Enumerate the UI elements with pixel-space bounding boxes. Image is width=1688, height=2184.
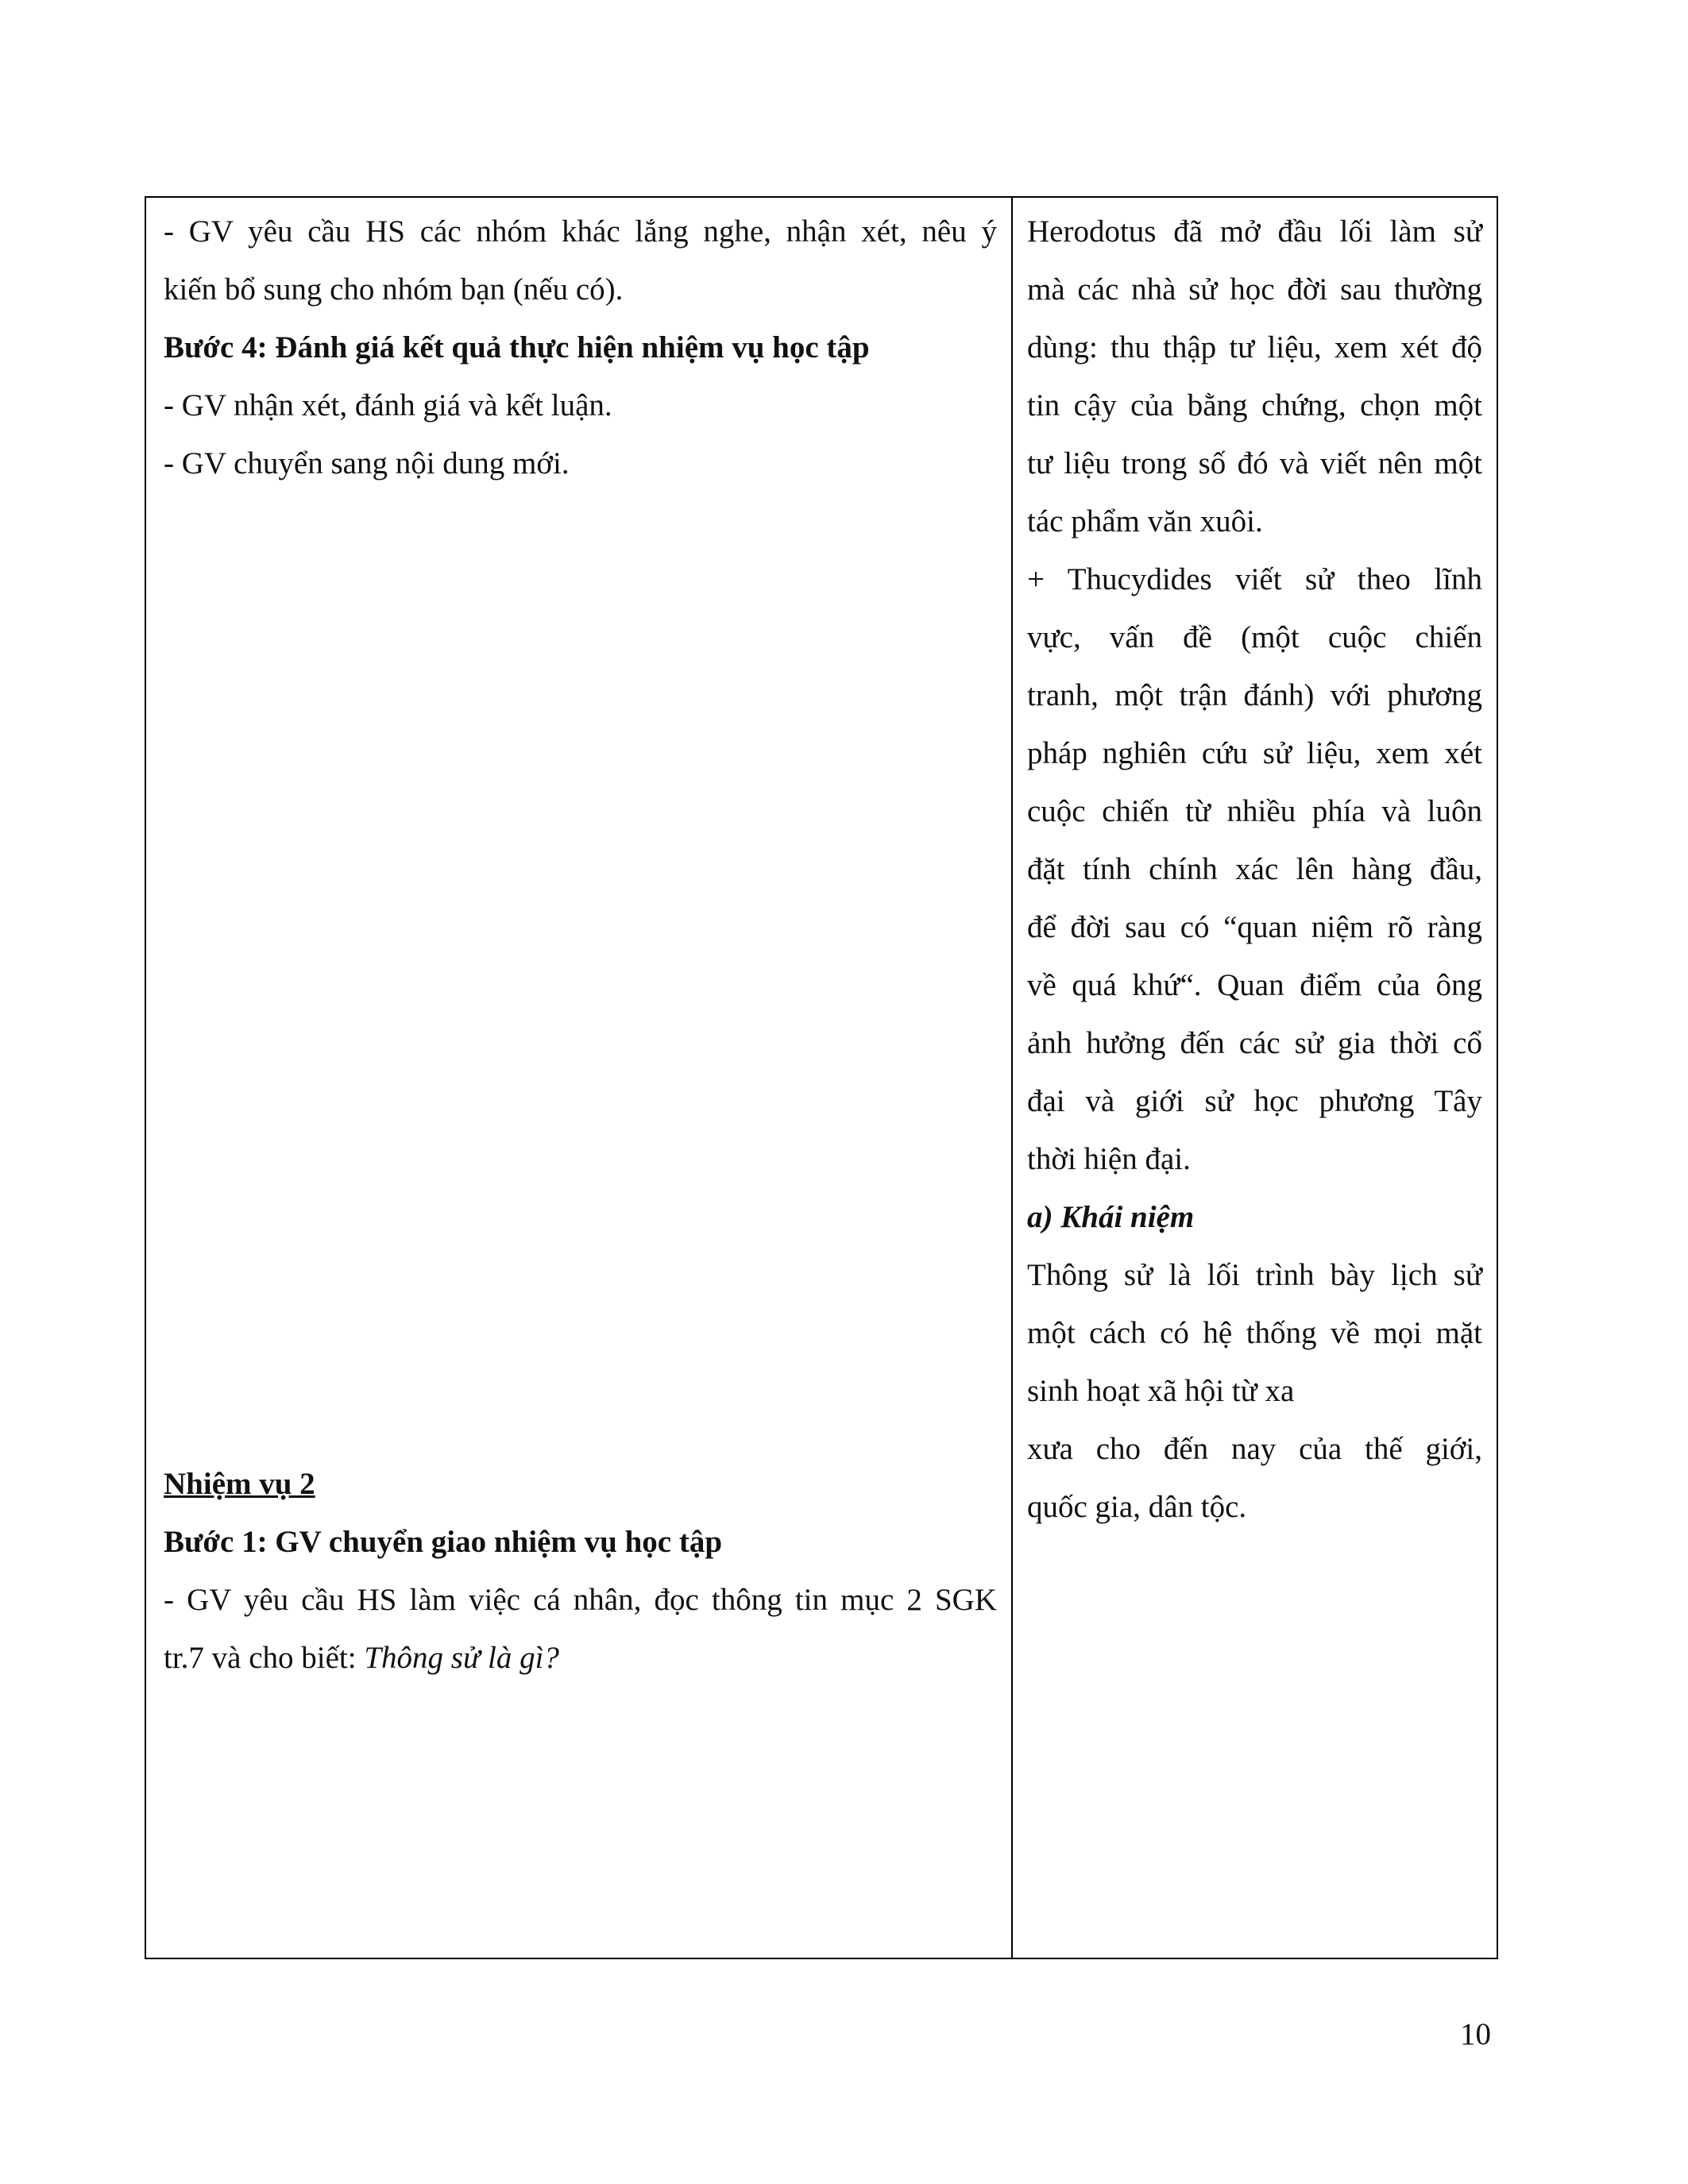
- right-text-line: cuộc chiến từ nhiều phía và luôn: [1027, 794, 1482, 828]
- right-text-line: quốc gia, dân tộc.: [1027, 1490, 1247, 1524]
- right-text-line: thời hiện đại.: [1027, 1142, 1191, 1176]
- right-text-line: để đời sau có “quan niệm rõ ràng: [1027, 910, 1482, 944]
- step4-heading: Bước 4: Đánh giá kết quả thực hiện nhiệm vụ học tập: [164, 330, 870, 365]
- right-text-line: Herodotus đã mở đầu lối làm sử: [1027, 214, 1482, 249]
- left-text-line: [164, 1629, 997, 1687]
- right-text-line: mà các nhà sử học đời sau thường: [1027, 272, 1482, 307]
- left-text-line: kiến bổ sung cho nhóm bạn (nếu có).: [164, 272, 624, 307]
- task2-heading: Nhiệm vụ 2: [164, 1467, 315, 1501]
- right-text-line: tư liệu trong số đó và viết nên một: [1027, 446, 1482, 480]
- step1-prompt: tr.7 và cho biết:: [164, 1641, 365, 1675]
- page-number: 10: [1460, 2017, 1491, 2051]
- left-text-line: - GV yêu cầu HS làm việc cá nhân, đọc thông tin mục 2 SGK: [164, 1583, 997, 1617]
- content-column: [1013, 198, 1497, 1958]
- right-text-line: xưa cho đến nay của thế giới,: [1027, 1432, 1482, 1466]
- right-text-line: ảnh hưởng đến các sử gia thời cổ: [1027, 1026, 1482, 1060]
- right-text-line: tác phẩm văn xuôi.: [1027, 504, 1263, 538]
- right-text-line: pháp nghiên cứu sử liệu, xem xét: [1027, 736, 1482, 770]
- right-text-line: vực, vấn đề (một cuộc chiến: [1027, 620, 1482, 654]
- right-text-line: Thông sử là lối trình bày lịch sử: [1027, 1258, 1482, 1292]
- concept-heading: a) Khái niệm: [1027, 1200, 1195, 1234]
- right-text-line: tranh, một trận đánh) với phương: [1027, 678, 1482, 712]
- lesson-table: [145, 196, 1498, 1959]
- right-text-line: + Thucydides viết sử theo lĩnh: [1027, 562, 1482, 596]
- right-text-line: dùng: thu thập tư liệu, xem xét độ: [1027, 330, 1482, 365]
- right-text-line: sinh hoạt xã hội từ xa: [1027, 1374, 1295, 1408]
- right-text-line: đặt tính chính xác lên hàng đầu,: [1027, 852, 1482, 886]
- task2-block: [164, 1455, 997, 1687]
- step1-heading: Bước 1: GV chuyển giao nhiệm vụ học tập: [164, 1525, 723, 1559]
- right-text-line: tin cậy của bằng chứng, chọn một: [1027, 388, 1482, 423]
- right-text-line: một cách có hệ thống về mọi mặt: [1027, 1316, 1482, 1350]
- left-text-line: - GV nhận xét, đánh giá và kết luận.: [164, 388, 612, 423]
- teacher-activity-column: [146, 198, 1013, 1958]
- right-text-line: đại và giới sử học phương Tây: [1027, 1084, 1482, 1118]
- step1-question: Thông sử là gì?: [364, 1641, 559, 1675]
- left-text-line: - GV yêu cầu HS các nhóm khác lắng nghe, nhận xét, nêu ý: [164, 214, 997, 249]
- left-text-line: - GV chuyển sang nội dung mới.: [164, 446, 570, 480]
- right-text-line: về quá khứ“. Quan điểm của ông: [1027, 968, 1482, 1002]
